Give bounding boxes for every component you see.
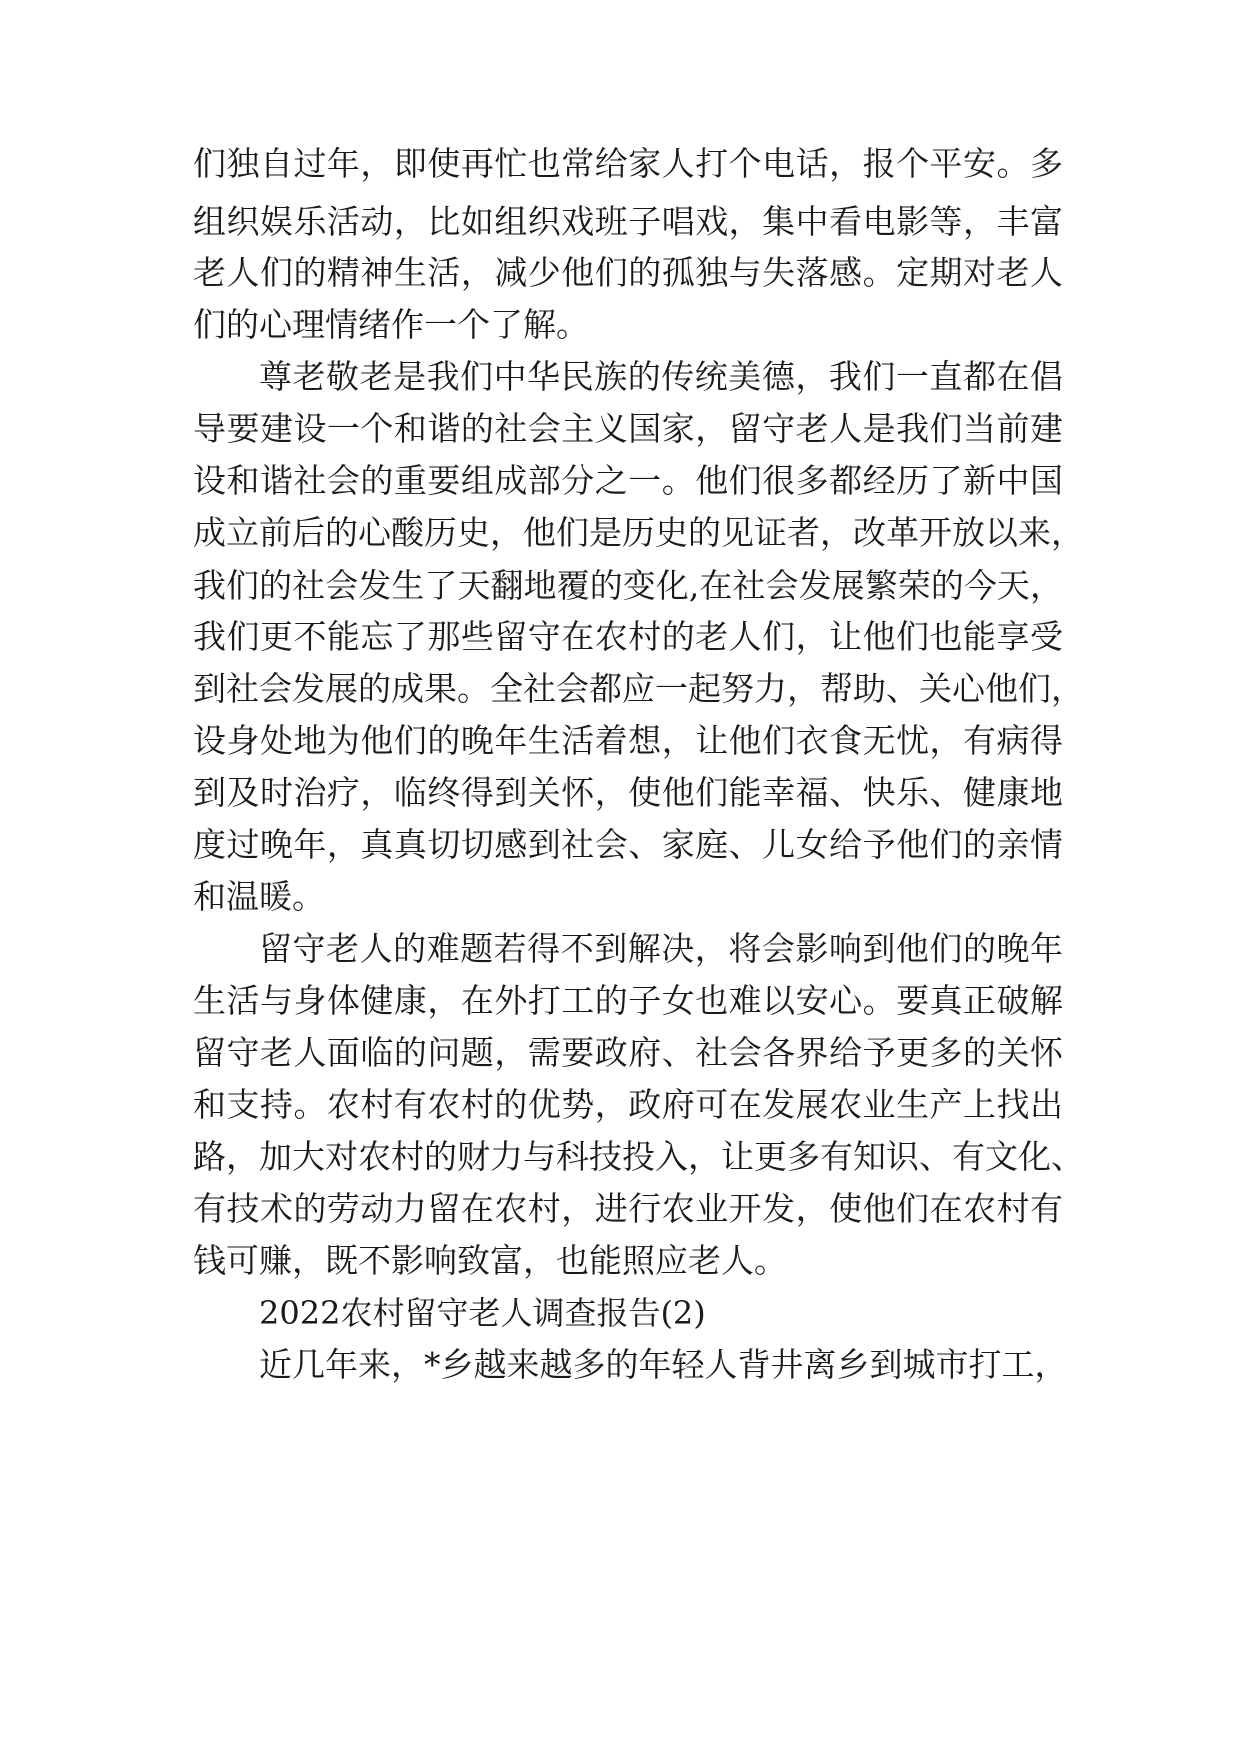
paragraph-1-line-1: 们独自过年，即使再忙也常给家人打个电话，报个平安。多 (193, 144, 1063, 183)
paragraph-2-line-9: 到及时治疗，临终得到关怀，使他们能幸福、快乐、健康地 (193, 773, 1063, 812)
paragraph-2-line-8: 设身处地为他们的晚年生活着想，让他们衣食无忧，有病得 (193, 721, 1063, 760)
paragraph-2-line-10: 度过晚年，真真切切感到社会、家庭、儿女给予他们的亲情 (193, 825, 1063, 864)
paragraph-2-line-5: 我们的社会发生了天翻地覆的变化,在社会发展繁荣的今天， (193, 566, 1063, 605)
paragraph-2-line-1: 尊老敬老是我们中华民族的传统美德，我们一直都在倡 (259, 357, 1063, 396)
paragraph-2-line-11: 和温暖。 (193, 877, 325, 916)
paragraph-3-line-6: 有技术的劳动力留在农村，进行农业开发，使他们在农村有 (193, 1189, 1063, 1228)
paragraph-2-line-4: 成立前后的心酸历史，他们是历史的见证者，改革开放以来， (193, 513, 1084, 552)
paragraph-2-line-2: 导要建设一个和谐的社会主义国家，留守老人是我们当前建 (193, 409, 1063, 448)
paragraph-1-line-2: 组织娱乐活动，比如组织戏班子唱戏，集中看电影等，丰富 (193, 202, 1063, 241)
paragraph-3-line-4: 和支持。农村有农村的优势，政府可在发展农业生产上找出 (193, 1085, 1063, 1124)
paragraph-1-line-4: 们的心理情绪作一个了解。 (193, 305, 589, 344)
paragraph-3-line-2: 生活与身体健康，在外打工的子女也难以安心。要真正破解 (193, 981, 1063, 1020)
next-paragraph-line-1: 近几年来，*乡越来越多的年轻人背井离乡到城市打工， (259, 1345, 1068, 1384)
paragraph-2-line-7: 到社会发展的成果。全社会都应一起努力，帮助、关心他们， (193, 669, 1084, 708)
paragraph-3-line-5: 路，加大对农村的财力与科技投入，让更多有知识、有文化、 (193, 1137, 1084, 1176)
paragraph-3-line-3: 留守老人面临的问题，需要政府、社会各界给予更多的关怀 (193, 1033, 1063, 1072)
paragraph-2-line-3: 设和谐社会的重要组成部分之一。他们很多都经历了新中国 (193, 461, 1063, 500)
paragraph-3-line-7: 钱可赚，既不影响致富，也能照应老人。 (193, 1241, 787, 1280)
paragraph-2-line-6: 我们更不能忘了那些留守在农村的老人们，让他们也能享受 (193, 617, 1063, 656)
paragraph-1-line-3: 老人们的精神生活，减少他们的孤独与失落感。定期对老人 (193, 253, 1063, 292)
paragraph-3-line-1: 留守老人的难题若得不到解决，将会影响到他们的晚年 (259, 929, 1063, 968)
section-heading: 2022农村留守老人调查报告(2) (259, 1294, 706, 1332)
